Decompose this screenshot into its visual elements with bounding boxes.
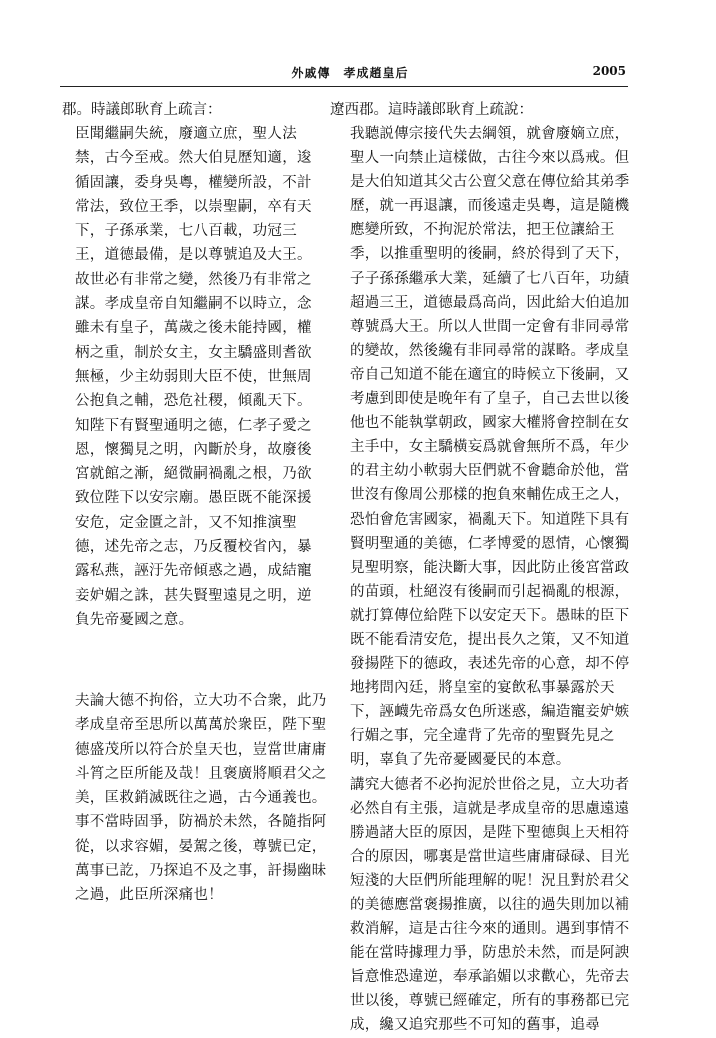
- translation-intro-line: 遼西郡。這時議郎耿育上疏說：: [330, 102, 533, 118]
- classical-intro-line: 郡。時議郎耿育上疏言：: [62, 102, 222, 118]
- page-number: 2005: [592, 64, 626, 78]
- classical-text-column: [62, 98, 318, 632]
- translation-text-column: [330, 98, 634, 1038]
- translation-paragraph-2: 講究大德者不必拘泥於世俗之見，立大功者必然自有主張，這就是孝成皇帝的思慮遠遠勝過諸大臣的原因，是陛下聖德與上天相符合的原因，哪裏是當世這些庸庸碌碌、目光短淺的大臣們所能理解的呢！況且對於君父的美德應當褒揚推廣，以往的過失則加以補救消解，這是古往今來的通則。遇到事情不能在當時據理力爭，防患於未然，而是阿諛旨意惟恐違逆，奉承諂媚以求歡心，先帝去世以後，尊號已經確定，所有的事務都已完成，纔又追究那些不可知的舊事，追尋: [350, 776, 630, 1034]
- classical-paragraph-2: 夫論大德不拘俗，立大功不合衆，此乃孝成皇帝至思所以萬萬於衆臣，陛下聖德盛茂所以符合於皇天也，豈當世庸庸斗筲之臣所能及哉！且褒廣將順君父之美，匡救銷滅既往之過，古今通義也。事不當時固爭，防禍於未然，各隨指阿從，以求容媚，晏駕之後，尊號已定，萬事已訖，乃探追不及之事，訐揚幽昧之過，此臣所深痛也！: [75, 693, 327, 904]
- translation-paragraph-1: 我聽説傳宗接代失去綱領，就會廢嫡立庶，聖人一向禁止這樣做，古往今來以爲戒。但是大伯知道其父古公亶父意在傳位給其弟季歷，就一再退讓，而後遠走吳粵，這是隨機應變所致，不拘泥於常法，把王位讓給王季，以推重聖明的後嗣，終於得到了天下，子子孫孫繼承大業，延續了七八百年，功績超過三王，道德最爲高尚，因此給大伯追加尊號爲大王。所以人世間一定會有非同尋常的變故，然後纔有非同尋常的謀略。孝成皇帝自己知道不能在適宜的時候立下後嗣，又考慮到即使是晚年有了皇子，自己去世以後他也不能執掌朝政，國家大權將會控制在女主手中，女主驕橫妄爲就會無所不爲，年少的君主幼小軟弱大臣們就不會聽命於他，當世沒有像周公那樣的抱負來輔佐成王之人，恐怕會危害國家，禍亂天下。知道陛下具有賢明聖通的美德，仁孝博愛的恩情，心懷獨見聖明察，能決斷大事，因此防止後宮當政的苗頭，杜絕沒有後嗣而引起禍亂的根源，就打算傳位給陛下以安定天下。愚昧的臣下既不能看清安危，提出長久之策，又不知道發揚陛下的德政，表述先帝的心意，却不停地拷問內廷，將皇室的宴飲私事暴露於天下，誣衊先帝爲女色所迷惑，編造寵妾妒嫉行媚之事，完全違背了先帝的聖賢先見之明，辜負了先帝憂國憂民的本意。: [350, 126, 630, 769]
- classical-paragraph-1: 臣聞繼嗣失統，廢適立庶，聖人法禁，古今至戒。然大伯見歷知適，逡循固讓，委身吳粵，權變所設，不計常法，致位王季，以崇聖嗣，卒有天下，子孫承業，七八百載，功冠三王，道德最備，是以尊號追及大王。故世必有非常之變，然後乃有非常之謀。孝成皇帝自知繼嗣不以時立，念雖未有皇子，萬歲之後未能持國，權柄之重，制於女主，女主驕盛則耆欲無極，少主幼弱則大臣不使，世無周公抱負之輔，恐危社稷，傾亂天下。知陛下有賢聖通明之德，仁孝子愛之恩，懷獨見之明，內斷於身，故廢後宮就館之漸，絕微嗣禍亂之根，乃欲致位陛下以安宗廟。愚臣既不能深援安危，定金匱之計，又不知推演聖德，述先帝之志，乃反覆校省內，暴露私燕，誣汙先帝傾惑之過，成結寵妾妒媚之誅，甚失賢聖遠見之明，逆負先帝憂國之意。: [75, 126, 312, 628]
- running-header-title: 外戚傳 孝成趙皇后: [291, 66, 409, 80]
- header-rule: [60, 86, 628, 87]
